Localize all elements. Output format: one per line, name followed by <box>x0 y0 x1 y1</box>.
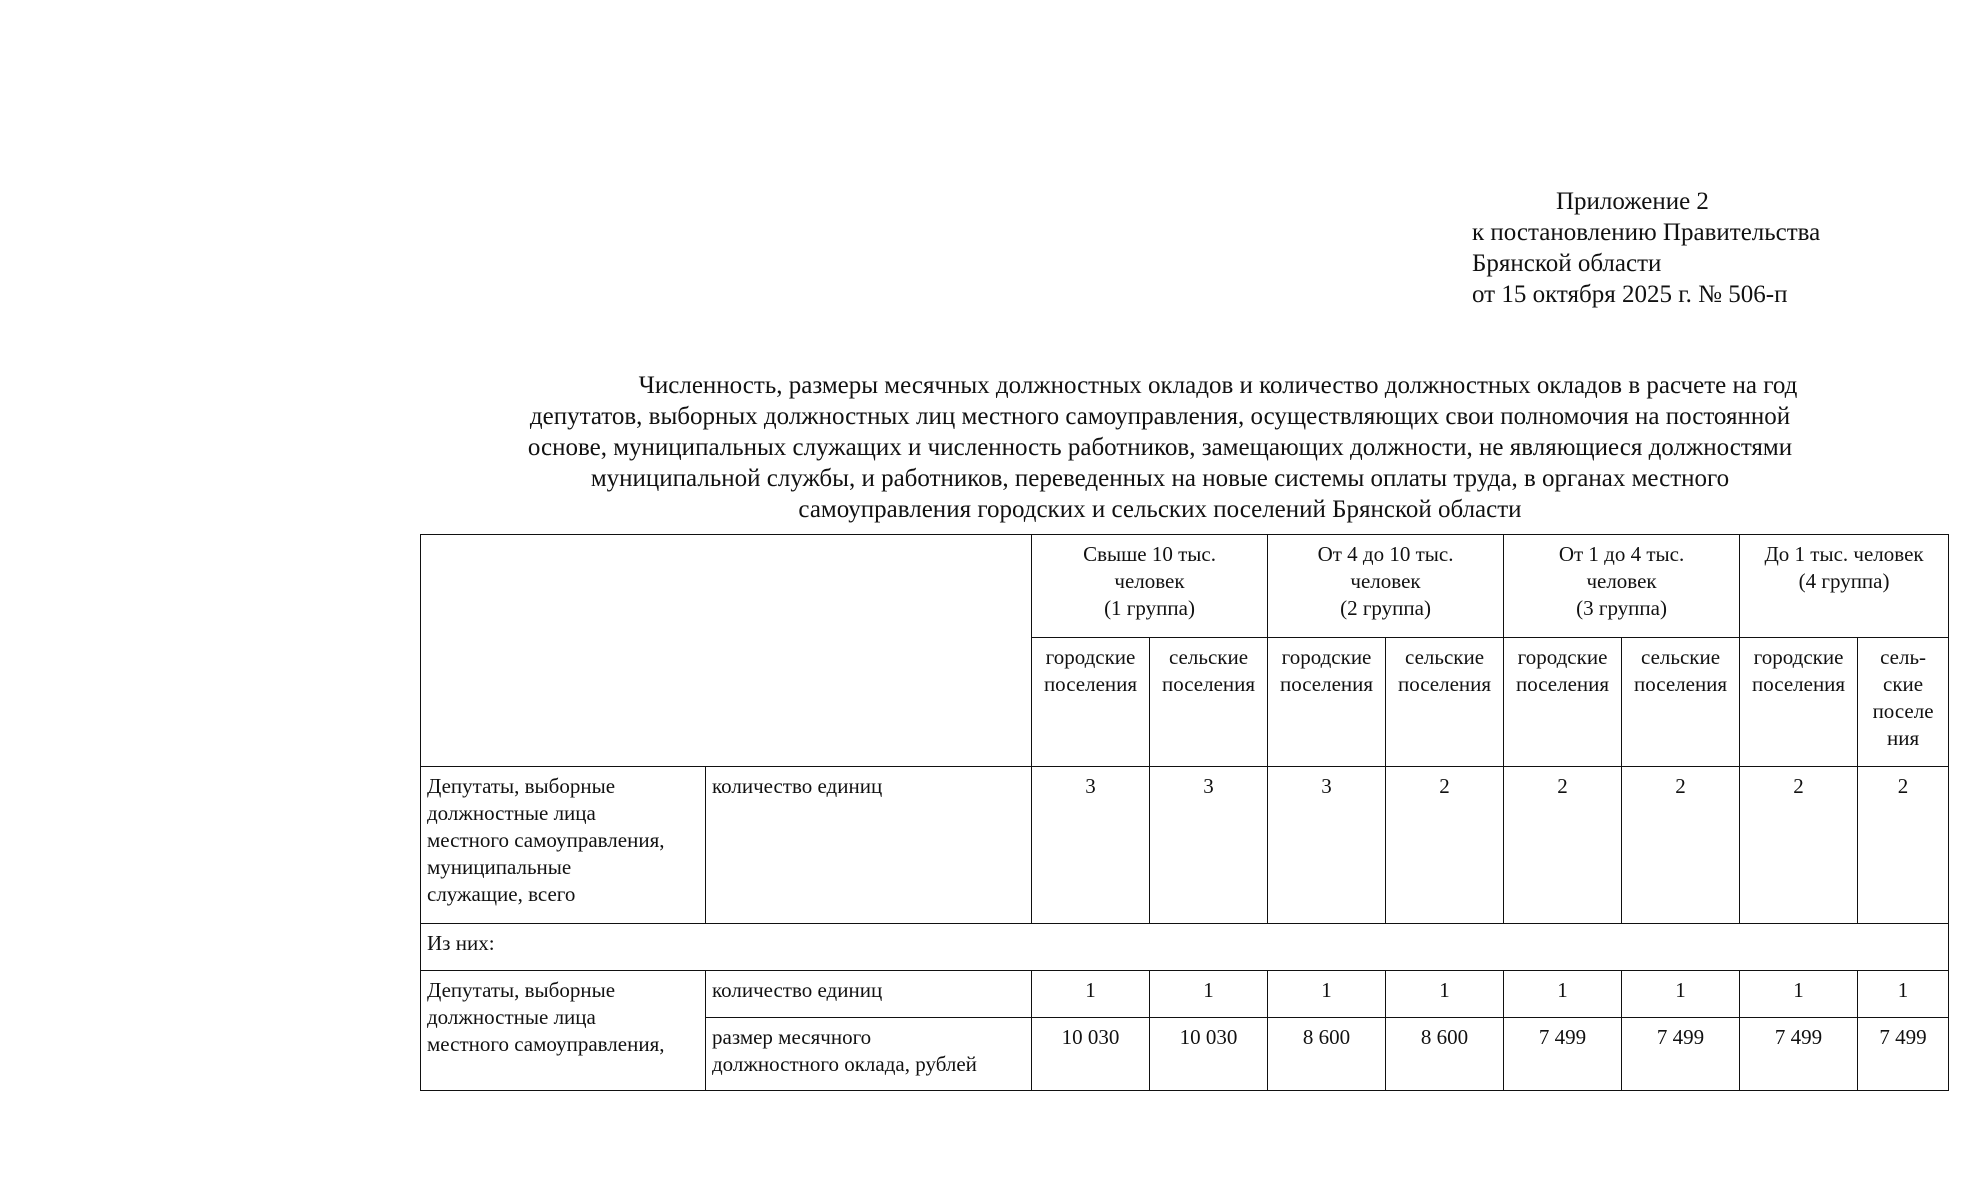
subheader-urban-3: городские поселения <box>1504 638 1622 767</box>
table-cell: 1 <box>1622 971 1740 1018</box>
table-row-total <box>421 767 1949 924</box>
table-cell: 1 <box>1150 971 1268 1018</box>
table-cell: 10 030 <box>1032 1018 1150 1091</box>
table-cell: 8 600 <box>1268 1018 1386 1091</box>
table-cell: 7 499 <box>1622 1018 1740 1091</box>
group-header-2 <box>1268 535 1504 638</box>
title-line-4: муниципальной службы, и работников, переведенных на новые системы оплаты труда, в органах местного <box>590 465 1730 492</box>
subheader-urban-4: городские поселения <box>1740 638 1858 767</box>
group-3-line-2: человек <box>1586 569 1657 593</box>
group-1-line-1: Свыше 10 тыс. <box>1083 542 1216 566</box>
group-header-3 <box>1504 535 1740 638</box>
table-cell: 1 <box>1386 971 1504 1018</box>
table-row-of-them <box>421 924 1949 971</box>
table-cell: 2 <box>1504 767 1622 924</box>
title-line-1: Численность, размеры месячных должностных окладов и количество должностных окладов в расчете на год <box>638 372 1798 399</box>
table-cell: 2 <box>1386 767 1504 924</box>
table-cell: 7 499 <box>1740 1018 1858 1091</box>
table-row-deputies-count <box>421 971 1949 1018</box>
title-line-5: самоуправления городских и сельских поселений Брянской области <box>798 496 1522 523</box>
group-1-line-2: человек <box>1114 569 1185 593</box>
group-1-line-3: (1 группа) <box>1104 596 1195 620</box>
document-title <box>440 370 1880 525</box>
table-cell: 8 600 <box>1386 1018 1504 1091</box>
table-cell: 2 <box>1740 767 1858 924</box>
table-cell: 1 <box>1740 971 1858 1018</box>
table-cell: 3 <box>1150 767 1268 924</box>
subheader-rural-4: сель- ские поселе ния <box>1858 638 1949 767</box>
table-cell: 1 <box>1032 971 1150 1018</box>
table-cell: 2 <box>1858 767 1949 924</box>
header-row-groups <box>421 535 1949 638</box>
staffing-table <box>420 534 1949 1091</box>
annex-header <box>1472 186 1820 310</box>
table-cell: 3 <box>1268 767 1386 924</box>
group-header-4 <box>1740 535 1949 638</box>
group-3-line-3: (3 группа) <box>1576 596 1667 620</box>
group-2-line-3: (2 группа) <box>1340 596 1431 620</box>
row-total-metric: количество единиц <box>706 767 1032 924</box>
annex-line-2: к постановлению Правительства <box>1472 219 1821 246</box>
row-deputies-metric-salary: размер месячного должностного оклада, рублей <box>706 1018 1032 1091</box>
of-them-label: Из них: <box>421 924 1949 971</box>
row-deputies-metric-count: количество единиц <box>706 971 1032 1018</box>
table-cell: 1 <box>1858 971 1949 1018</box>
title-line-2: депутатов, выборных должностных лиц местного самоуправления, осуществляющих свои полномочия на постоянной <box>529 403 1791 430</box>
annex-line-1: Приложение 2 <box>1556 188 1709 215</box>
subheader-urban-2: городские поселения <box>1268 638 1386 767</box>
table-cell: 1 <box>1268 971 1386 1018</box>
table-cell: 1 <box>1504 971 1622 1018</box>
table-cell: 3 <box>1032 767 1150 924</box>
subheader-rural-3: сельские поселения <box>1622 638 1740 767</box>
table-cell: 10 030 <box>1150 1018 1268 1091</box>
group-4-line-2: (4 группа) <box>1798 569 1890 593</box>
group-2-line-1: От 4 до 10 тыс. <box>1317 542 1454 566</box>
group-2-line-2: человек <box>1350 569 1421 593</box>
table-cell: 7 499 <box>1858 1018 1949 1091</box>
group-header-1 <box>1032 535 1268 638</box>
annex-line-4: от 15 октября 2025 г. № 506-п <box>1472 281 1788 308</box>
row-deputies-label: Депутаты, выборные должностные лица местного самоуправления, <box>421 971 706 1091</box>
subheader-rural-2: сельские поселения <box>1386 638 1504 767</box>
row-total-label: Депутаты, выборные должностные лица местного самоуправления, муниципальные служащие, всего <box>421 767 706 924</box>
annex-line-3: Брянской области <box>1472 250 1662 277</box>
subheader-rural-1: сельские поселения <box>1150 638 1268 767</box>
title-line-3: основе, муниципальных служащих и численность работников, замещающих должности, не являющиеся должностями <box>527 434 1793 461</box>
header-empty-cell <box>421 535 1032 767</box>
table-cell: 7 499 <box>1504 1018 1622 1091</box>
subheader-urban-1: городские поселения <box>1032 638 1150 767</box>
group-4-line-1: До 1 тыс. человек <box>1764 542 1924 566</box>
table-cell: 2 <box>1622 767 1740 924</box>
group-3-line-1: От 1 до 4 тыс. <box>1558 542 1685 566</box>
